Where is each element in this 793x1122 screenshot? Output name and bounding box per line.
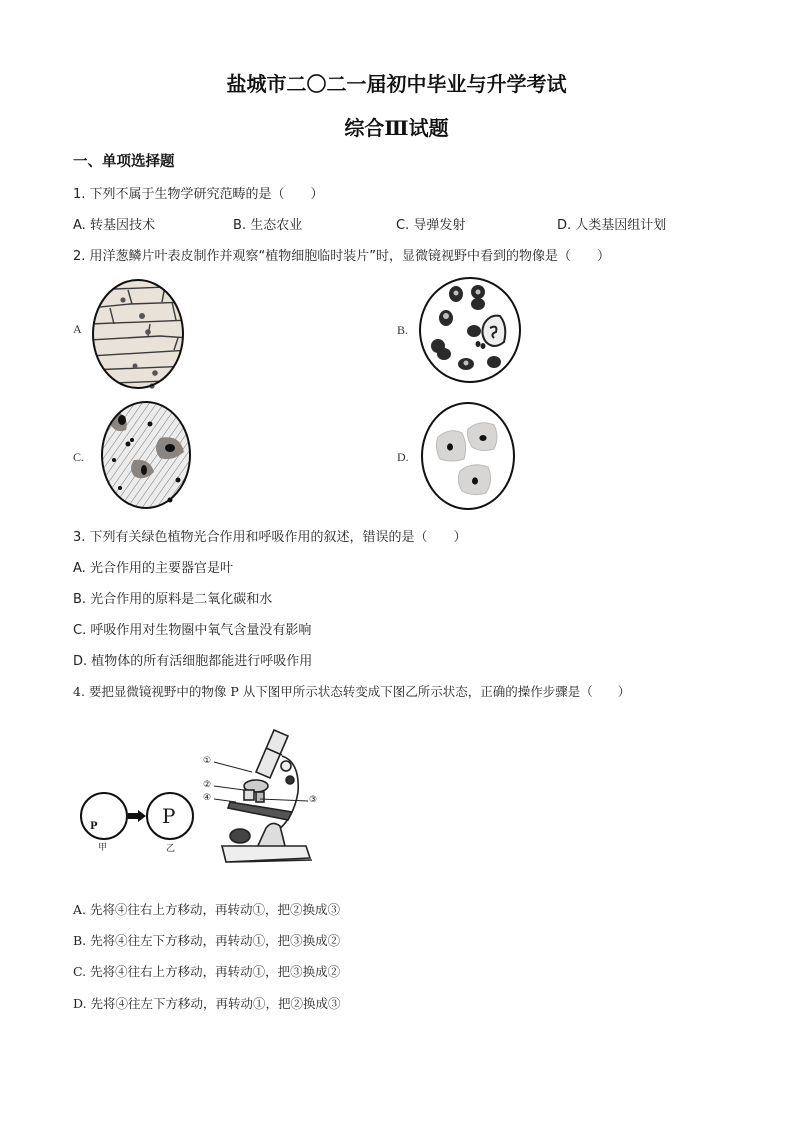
q2-option-c-label: C. — [73, 450, 85, 464]
onion-epidermis-figure[interactable] — [90, 278, 190, 390]
question-4 — [73, 682, 630, 700]
q4-option-a[interactable]: A. 先将④往右上方移动，再转动①，把②换成③ — [73, 902, 341, 917]
q4-option-b[interactable]: B. 先将④往左下方移动，再转动①，把③换成② — [73, 933, 341, 948]
q3-option-d[interactable]: D. 植物体的所有活细胞都能进行呼吸作用 — [73, 654, 313, 669]
field-of-view-figure — [80, 786, 205, 856]
q2-option-b-label: B. — [397, 323, 409, 337]
callout-2: ② — [203, 780, 212, 790]
q4-option-d[interactable]: D. 先将④往左下方移动，再转动①，把②换成③ — [73, 996, 341, 1011]
question-2 — [73, 245, 610, 264]
q3-option-b[interactable]: B. 光合作用的原料是二氧化碳和水 — [73, 592, 273, 607]
blood-cells-figure[interactable] — [418, 276, 522, 384]
epithelial-cells-figure[interactable] — [420, 401, 516, 511]
exam-title: 盐城市二〇二一届初中毕业与升学考试 — [226, 72, 567, 96]
question-3 — [73, 526, 467, 545]
question-stem: 下列不属于生物学研究范畴的是（ ） — [89, 187, 324, 202]
q4-option-c[interactable]: C. 先将④往右上方移动，再转动①，把③换成② — [73, 964, 341, 979]
section-heading: 一、单项选择题 — [73, 154, 175, 170]
question-number: 3. — [73, 530, 86, 545]
question-stem: 要把显微镜视野中的物像 P 从下图甲所示状态转变成下图乙所示状态，正确的操作步骤是（ ） — [88, 684, 631, 699]
exam-subtitle: 综合Ⅲ试题 — [344, 116, 449, 140]
callout-1: ① — [203, 756, 212, 766]
q2-option-a-label: A — [73, 322, 82, 336]
q2-option-d-label: D. — [397, 450, 409, 464]
question-number: 2. — [73, 249, 86, 264]
right-view-caption: 乙 — [166, 844, 176, 854]
q3-option-c[interactable]: C. 呼吸作用对生物圈中氧气含量没有影响 — [73, 623, 312, 638]
q1-option-a[interactable]: A. 转基因技术 — [73, 218, 155, 233]
microscope-figure — [196, 722, 326, 872]
callout-4: ④ — [203, 793, 212, 803]
question-number: 1. — [73, 187, 86, 202]
q1-option-d[interactable]: D. 人类基因组计划 — [557, 218, 667, 233]
question-1 — [73, 183, 324, 202]
left-view-caption: 甲 — [98, 843, 108, 853]
q3-option-a[interactable]: A. 光合作用的主要器官是叶 — [73, 561, 233, 576]
callout-3: ③ — [309, 795, 318, 805]
right-view-letter: P — [162, 804, 176, 828]
left-view-letter: P — [90, 821, 98, 832]
question-stem: 用洋葱鳞片叶表皮制作并观察“植物细胞临时装片”时，显微镜视野中看到的物像是（ ） — [89, 249, 611, 264]
question-number: 4. — [73, 684, 85, 699]
nerve-tissue-figure[interactable] — [100, 400, 194, 510]
q1-option-b[interactable]: B. 生态农业 — [233, 218, 303, 233]
question-stem: 下列有关绿色植物光合作用和呼吸作用的叙述，错误的是（ ） — [89, 530, 467, 545]
q1-option-c[interactable]: C. 导弹发射 — [396, 218, 466, 233]
